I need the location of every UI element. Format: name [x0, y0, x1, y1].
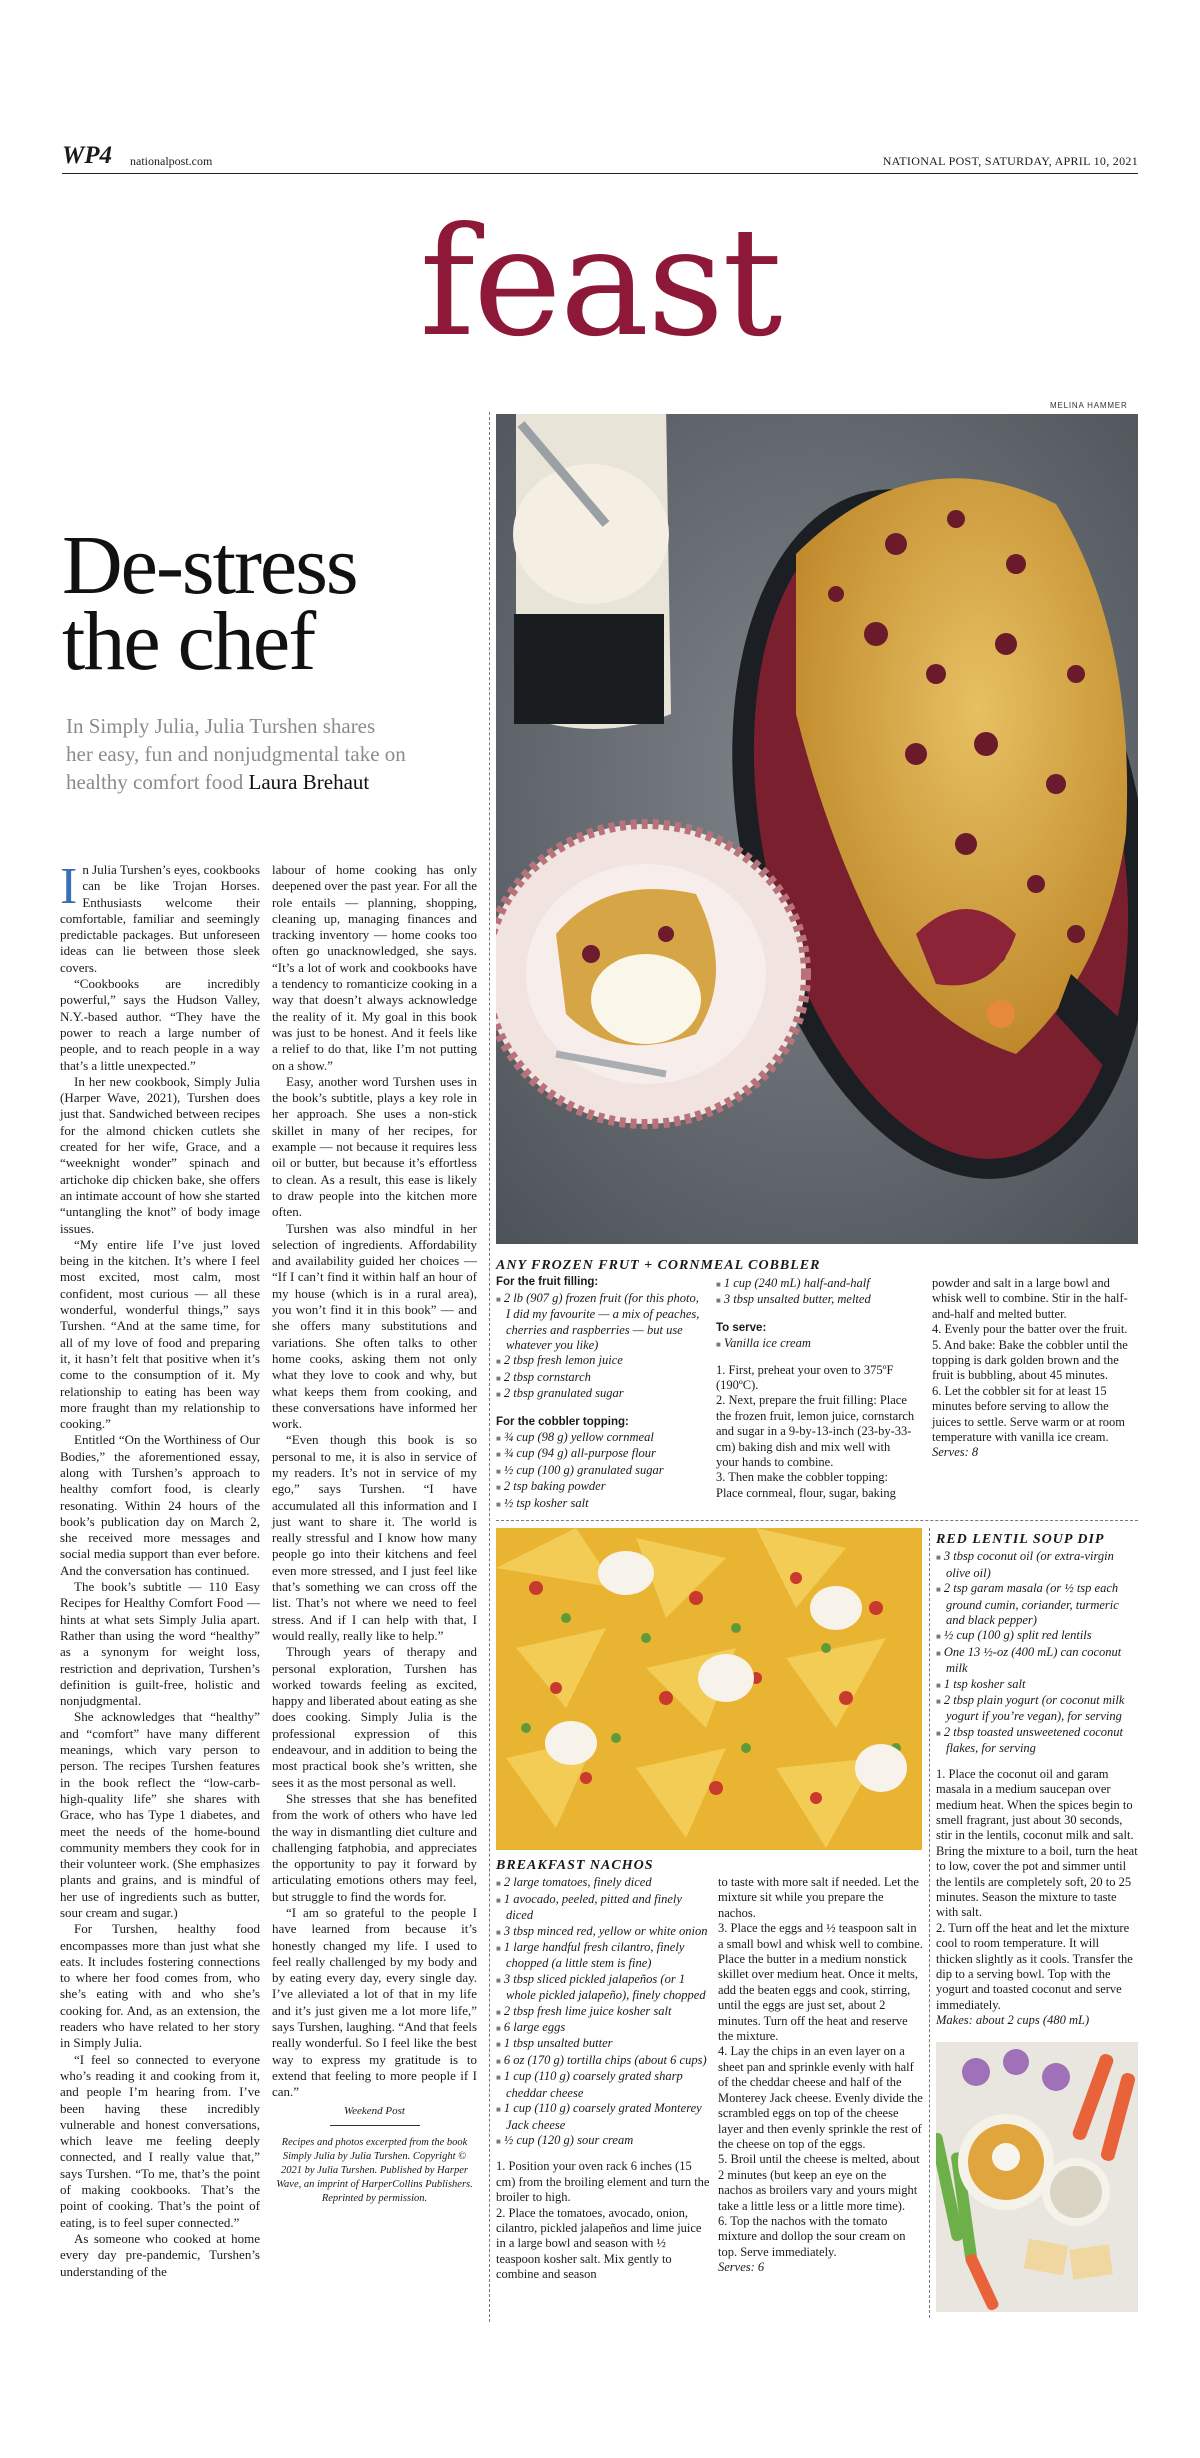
dip-photo — [936, 2042, 1138, 2312]
article-paragraph: Entitled “On the Worthiness of Our Bodies,” the aforementioned essay, along with Turshen’s approach to healthy comfort food, is clearly resonating. Within 24 hours of the book’s publication day on March 2, she received more messages and social media support than ever before. And the conversation has continued. — [60, 1432, 260, 1578]
recipe-subhead: To serve: — [716, 1321, 767, 1334]
drop-cap: I — [60, 858, 78, 915]
ingredient: ■ ½ cup (100 g) split red lentils — [936, 1628, 1138, 1644]
recipe-step: 2. Turn off the heat and let the mixture cool to room temperature. It will thicken slightly as it cools. Transfer the dip to a serving bowl. Top with the yogurt and toasted coconut and serve immediately. — [936, 1920, 1133, 2012]
recipe-subhead: For the fruit filling: — [496, 1276, 599, 1289]
ingredient: ■ 3 tbsp coconut oil (or extra-virgin olive oil) — [936, 1549, 1138, 1581]
cobbler-recipe-col-2 — [716, 1258, 916, 1501]
article-paragraph: As someone who cooked at home every day pre-pandemic, Turshen’s understanding of the — [60, 2230, 260, 2279]
deck-text: In Simply Julia, Julia Turshen shares her easy, fun and nonjudgmental take on healthy comfort food — [66, 714, 406, 794]
article-paragraph: Easy, another word Turshen uses in the book’s subtitle, plays a key role in her approach. She uses a non-stick skillet in many of her recipes, for example — not because it requires less oil or butter, but because it’s effortless to clean. As a result, this ease is likely to draw people into the kitchen more often. — [272, 1073, 477, 1220]
article-paragraph: Turshen was also mindful in her selection of ingredients. Affordability and availability guided her choices — “If I can’t find it within half an hour of my house (which is in a rural area), you won’t find it in this book” — and she offers many substitutions and variations. She often talks to other home cooks, asking them not only what they love to cook and why, but what keeps them from cooking, and these conversations have informed her work. — [272, 1220, 477, 1432]
recipe-step: 4. Lay the chips in an even layer on a sheet pan and sprinkle evenly with half of the cheddar cheese and half of the Monterey Jack cheese. Evenly divide the scrambled eggs on top of the cheese layer and then evenly sprinkle the rest of the cheese on top of the eggs. — [718, 2044, 923, 2151]
ingredient: ■ 3 tbsp minced red, yellow or white onion — [496, 1924, 710, 1940]
ingredient: ■ ¾ cup (94 g) all-purpose flour — [496, 1446, 706, 1462]
ingredient: ■ 1 cup (110 g) coarsely grated Monterey Jack cheese — [496, 2101, 710, 2133]
article-column-2 — [272, 862, 477, 2206]
ingredient: ■ ½ cup (120 g) sour cream — [496, 2133, 710, 2149]
column-rule-2 — [929, 1528, 930, 2318]
dateline: NATIONAL POST, SATURDAY, APRIL 10, 2021 — [882, 154, 1138, 168]
article-footnote: Recipes and photos excerpted from the book Simply Julia by Julia Turshen. Copyright © 2021 by Julia Turshen. Published by Harper Wave, an imprint of HarperCollins Publishers. Reprinted by permission. — [276, 2136, 473, 2204]
article-paragraph: labour of home cooking has only deepened over the past year. For all the role entails — planning, shopping, cleaning up, managing finances and tracking inventory — home cooks too often go unacknowledged, she says. “It’s a lot of work and cookbooks have a tendency to romanticize cooking in a way that doesn’t always acknowledge the reality of it. My goal in this book was just to be honest. And it feels like a relief to do that, like I’m not putting on a show.” — [272, 862, 477, 1073]
recipe-step: 2. Place the tomatoes, avocado, onion, cilantro, pickled jalapeños and lime juice in a large bowl and season with ½ teaspoon kosher salt. Mix gently to combine and season — [496, 2205, 702, 2282]
recipe-step: 1. First, preheat your oven to 375ºF (190ºC). — [716, 1362, 894, 1393]
article-paragraph: “Even though this book is so personal to me, it is also in service of my readers. It’s not in service of my ego,” says Turshen. “I have accumulated all this information and I just want to share it. The world is really stressful and I know how many people go into their kitchens and feel even more stressed, and I just feel like that’s something we can cross off the list. That’s not where we need to feel stress. And if I can help with that, I would really, really like to help.” — [272, 1432, 477, 1643]
ingredient: ■ 3 tbsp unsalted butter, melted — [716, 1292, 916, 1308]
cobbler-recipe-col-3 — [932, 1258, 1138, 1461]
article-paragraph: “I feel so connected to everyone who’s reading it and cooking from it, and people I’m hearing from. I’ve been having these incredibly vulnerable and honest conversations, which leave me feeling deeply connected, and I really value that,” says Turshen. “To me, that’s the point of making cookbooks. That’s the point of cooking. That’s the point of eating, is to feel super connected.” — [60, 2051, 260, 2230]
recipe-yield: Serves: 6 — [718, 2260, 765, 2275]
column-rule — [489, 412, 490, 2322]
recipe-subhead: For the cobbler topping: — [496, 1415, 629, 1428]
recipe-title: BREAKFAST NACHOS — [496, 1858, 654, 1873]
ingredient: ■ 2 lb (907 g) frozen fruit (for this photo, I did my favourite — a mix of peaches, cherries and raspberries — but use whatever you like) — [496, 1291, 706, 1354]
article-paragraph: For Turshen, healthy food encompasses more than just what she eats. It includes fostering connections to where her food comes from, who she’s eating with and who she’s cooking for. And, as an extension, the readers who have related to her story in Simply Julia. — [60, 1921, 260, 2051]
recipe-title: ANY FROZEN FRUT + CORNMEAL COBBLER — [496, 1258, 821, 1273]
headline-line-2: the chef — [62, 595, 315, 688]
section-rule — [496, 1520, 1138, 1521]
ingredient: ■ 1 large handful fresh cilantro, finely chopped (a little stem is fine) — [496, 1940, 710, 1972]
ingredient: ■ 2 large tomatoes, finely diced — [496, 1875, 710, 1891]
ingredient: ■ 1 tbsp unsalted butter — [496, 2036, 710, 2052]
nachos-photo — [496, 1528, 922, 1850]
recipe-step: 1. Position your oven rack 6 inches (15 cm) from the broiling element and turn the broiler to high. — [496, 2159, 710, 2205]
article-paragraph: In her new cookbook, Simply Julia (Harper Wave, 2021), Turshen does just that. Sandwiched between recipes for the almond chicken cutlets she created for her wife, Grace, and a “weeknight wonder” spinach and artichoke dip chicken bake, she offers an intimate account of how she started “untangling the knot” of body image issues. — [60, 1073, 260, 1236]
ingredient: ■ 1 cup (110 g) coarsely grated sharp cheddar cheese — [496, 2069, 710, 2101]
deck — [66, 712, 406, 796]
cobbler-photo — [496, 414, 1138, 1244]
article-paragraph: “My entire life I’ve just loved being in the kitchen. It’s where I feel most excited, most calm, most confident, most curious — all these wonderful, wonderful things,” says Turshen. “And at the same time, for all of my love of food and preparing it, it hasn’t felt that positive when it’s come to the consumption of it. My relationship to eating has been way more fraught than my relationship to cooking.” — [60, 1236, 260, 1432]
ingredient: ■ ½ cup (100 g) granulated sugar — [496, 1463, 706, 1479]
ingredient: ■ 2 tbsp plain yogurt (or coconut milk yogurt if you’re vegan), for serving — [936, 1693, 1138, 1725]
recipe-yield: Makes: about 2 cups (480 mL) — [936, 2013, 1090, 2028]
page-number: WP4 — [62, 142, 112, 169]
ingredient: ■ 2 tbsp granulated sugar — [496, 1386, 706, 1402]
ingredient: ■ 2 tbsp cornstarch — [496, 1370, 706, 1386]
ingredient: ■ ¾ cup (98 g) yellow cornmeal — [496, 1430, 706, 1446]
article-paragraph: The book’s subtitle — 110 Easy Recipes for Healthy Comfort Food — hints at what sets Simply Julia apart. Rather than using the word “healthy” as a synonym for weight loss, restriction and deprivation, Turshen’s definition is guilt-free, holistic and nonjudgmental. — [60, 1579, 260, 1709]
recipe-step: 5. And bake: Bake the cobbler until the topping is dark golden brown and the fruit is bubbling, about 45 minutes. — [932, 1337, 1128, 1383]
recipe-yield: Serves: 8 — [932, 1445, 979, 1460]
article-paragraph: She acknowledges that “healthy” and “comfort” have many different meanings, which vary person to person. The recipes Turshen features in the book reflect the “low-carb-high-quality life” she shares with Grace, who has Type 1 diabetes, and meet the needs of the home-bound community members they cook for in their volunteer work. (She emphasizes plants and grains, and is mindful of her use of ingredients such as butter, sour cream and sugar.) — [60, 1709, 260, 1920]
headline-line-1: De-stress — [62, 519, 357, 612]
nachos-recipe-col-2 — [718, 1858, 924, 2276]
recipe-step: 4. Evenly pour the batter over the fruit. — [932, 1322, 1128, 1337]
recipe-step: 5. Broil until the cheese is melted, about 2 minutes (but keep an eye on the nachos as broilers vary and yours might take a little less or a little more time). — [718, 2152, 920, 2213]
dip-recipe — [936, 1532, 1138, 2029]
recipe-step: powder and salt in a large bowl and whisk well to combine. Stir in the half-and-half and melted butter. — [932, 1276, 1128, 1321]
headline — [62, 519, 482, 688]
signoff-rule — [330, 2125, 420, 2126]
recipe-step: 6. Top the nachos with the tomato mixture and dollop the sour cream on top. Serve immediately. — [718, 2213, 906, 2259]
ingredient: ■ 3 tbsp sliced pickled jalapeños (or 1 whole pickled jalapeño), finely chopped — [496, 1972, 710, 2004]
ingredient: ■ One 13 ½-oz (400 mL) can coconut milk — [936, 1645, 1138, 1677]
article-paragraph: She stresses that she has benefited from the work of others who have led the way in dismantling diet culture and challenging fatphobia, and appreciates the opportunity to pay it forward by articulating emotions others may feel, but struggle to find the words for. — [272, 1790, 477, 1904]
ingredient: ■ 6 oz (170 g) tortilla chips (about 6 cups) — [496, 2053, 710, 2069]
ingredient: ■ 2 tbsp toasted unsweetened coconut flakes, for serving — [936, 1725, 1138, 1757]
photo-credit: MELINA HAMMER — [1050, 401, 1128, 410]
recipe-step: 1. Place the coconut oil and garam masala in a medium saucepan over medium heat. When the spices begin to smell fragrant, just about 30 seconds, stir in the lentils, coconut milk and salt. Bring the mixture to a boil, turn the heat to low, cover the pot and simmer until the lentils are completely soft, 20 to 25 minutes. Season the mixture to taste with salt. — [936, 1766, 1138, 1920]
section-title: feast — [419, 196, 781, 370]
site-url: nationalpost.com — [130, 154, 213, 168]
ingredient: ■ 1 avocado, peeled, pitted and finely diced — [496, 1892, 710, 1924]
ingredient: ■ 2 tsp garam masala (or ½ tsp each ground cumin, coriander, turmeric and black pepper) — [936, 1581, 1138, 1628]
ingredient: ■ 2 tbsp fresh lemon juice — [496, 1353, 706, 1369]
article-column-1 — [60, 858, 260, 2280]
page-folio — [62, 142, 1138, 174]
recipe-step: 3. Place the eggs and ½ teaspoon salt in a small bowl and whisk well to combine. Place the butter in a medium nonstick skillet over medium heat. Once it melts, add the beaten eggs and cook, stirring, until the eggs are just set, about 2 minutes. Turn off the heat and reserve the mixture. — [718, 1921, 923, 2044]
ingredient: ■ 1 tsp kosher salt — [936, 1677, 1138, 1693]
nachos-recipe-col-1 — [496, 1858, 710, 2283]
recipe-step: 6. Let the cobbler sit for at least 15 minutes before serving to allow the juices to settle. Serve warm or at room temperature with vanilla ice cream. — [932, 1383, 1125, 1445]
ingredient: ■ 1 cup (240 mL) half-and-half — [716, 1276, 916, 1292]
article-signoff: Weekend Post — [344, 2104, 405, 2117]
recipe-step: 2. Next, prepare the fruit filling: Place the frozen fruit, lemon juice, cornstarch and sugar in a 9-by-13-inch (23-by-33-cm) baking dish and mix well with your hands to combine. — [716, 1393, 915, 1470]
byline: Laura Brehaut — [248, 770, 370, 794]
ingredient: ■ 2 tsp baking powder — [496, 1479, 706, 1495]
recipe-step: to taste with more salt if needed. Let the mixture sit while you prepare the nachos. — [718, 1875, 919, 1920]
ingredient: ■ 6 large eggs — [496, 2020, 710, 2036]
recipe-step: 3. Then make the cobbler topping: Place cornmeal, flour, sugar, baking — [716, 1470, 896, 1500]
recipe-title: RED LENTIL SOUP DIP — [936, 1532, 1105, 1547]
ingredient: ■ 2 tbsp fresh lime juice kosher salt — [496, 2004, 710, 2020]
article-paragraph: Through years of therapy and personal exploration, Turshen has worked towards feeling as excited, happy and liberated about eating as she does cooking. Simply Julia is the professional expression of this endeavour, and in addition to being the most practical book she’s written, she sees it as the most personal as well. — [272, 1644, 477, 1790]
article-paragraph: “I am so grateful to the people I have learned from because it’s honestly changed my life. I used to feel really challenged by my body and by eating every day, every single day. I’ve alleviated a lot of that in my life and it’s just given me a lot more life,” says Turshen, laughing. “And that feels really wonderful. So I feel like the best way to express my gratitude is to extend that feeling to more people if I can.” — [272, 1905, 477, 2100]
article-paragraph: “Cookbooks are incredibly powerful,” says the Hudson Valley, N.Y.-based author. “They have the power to reach a large number of people, and to reach people in a way that’s a little unexpected.” — [60, 976, 260, 1073]
article-paragraph: In Julia Turshen’s eyes, cookbooks can be like Trojan Horses. Enthusiasts welcome their comfortable, familiar and seemingly predictable packages. But unforeseen ideas can lie between those sleek covers. — [60, 858, 260, 975]
ingredient: ■ ½ tsp kosher salt — [496, 1496, 706, 1512]
ingredient: ■ Vanilla ice cream — [716, 1336, 916, 1352]
